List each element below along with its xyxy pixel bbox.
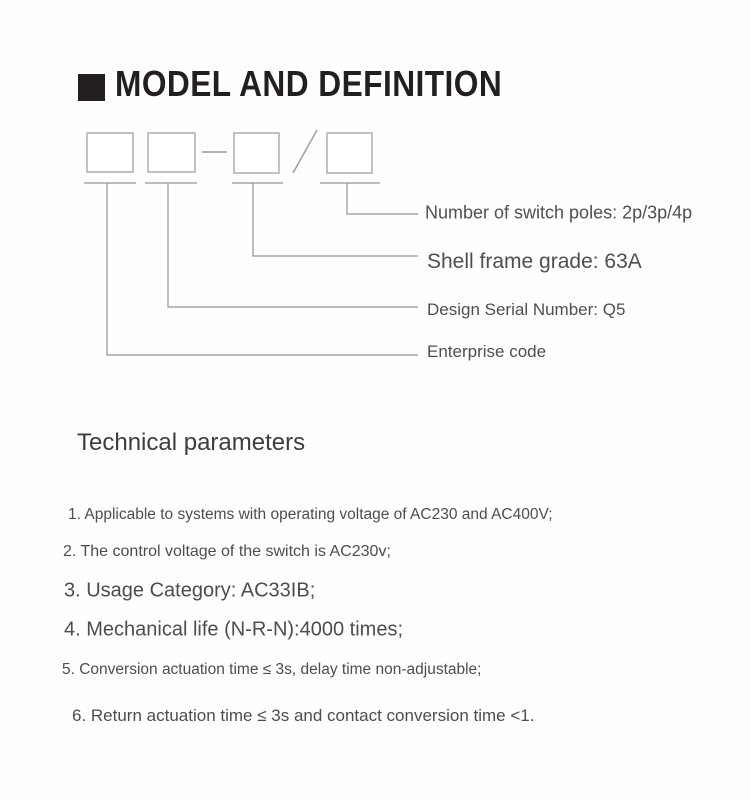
model-code-box-3	[234, 133, 279, 173]
tech-param-item-2: 2. The control voltage of the switch is AC230v;	[63, 543, 391, 560]
tech-param-item-5: 5. Conversion actuation time ≤ 3s, delay time non-adjustable;	[62, 661, 482, 678]
connector-serial	[168, 183, 418, 307]
tech-param-item-4: 4. Mechanical life (N-R-N):4000 times;	[64, 618, 403, 641]
diagram-label-shell-frame: Shell frame grade: 63A	[427, 250, 642, 273]
model-code-box-4	[327, 133, 372, 173]
model-code-box-1	[87, 133, 133, 172]
model-code-box-2	[148, 133, 195, 172]
connector-shell-frame	[253, 183, 418, 256]
tech-param-item-1: 1. Applicable to systems with operating voltage of AC230 and AC400V;	[68, 506, 553, 523]
tech-param-item-3: 3. Usage Category: AC33IB;	[64, 579, 316, 602]
title-bullet-square	[78, 74, 105, 101]
section-title: MODEL AND DEFINITION	[115, 63, 503, 104]
model-code-diagram	[0, 0, 750, 390]
tech-param-item-6: 6. Return actuation time ≤ 3s and contact conversion time <1.	[72, 706, 535, 725]
tech-params-heading: Technical parameters	[77, 429, 306, 456]
slash-separator	[293, 130, 317, 173]
diagram-label-enterprise-code: Enterprise code	[427, 342, 547, 361]
diagram-label-design-serial: Design Serial Number: Q5	[427, 300, 626, 319]
connector-enterprise	[107, 183, 418, 355]
connector-poles	[347, 183, 418, 214]
diagram-label-switch-poles: Number of switch poles: 2p/3p/4p	[425, 202, 693, 223]
